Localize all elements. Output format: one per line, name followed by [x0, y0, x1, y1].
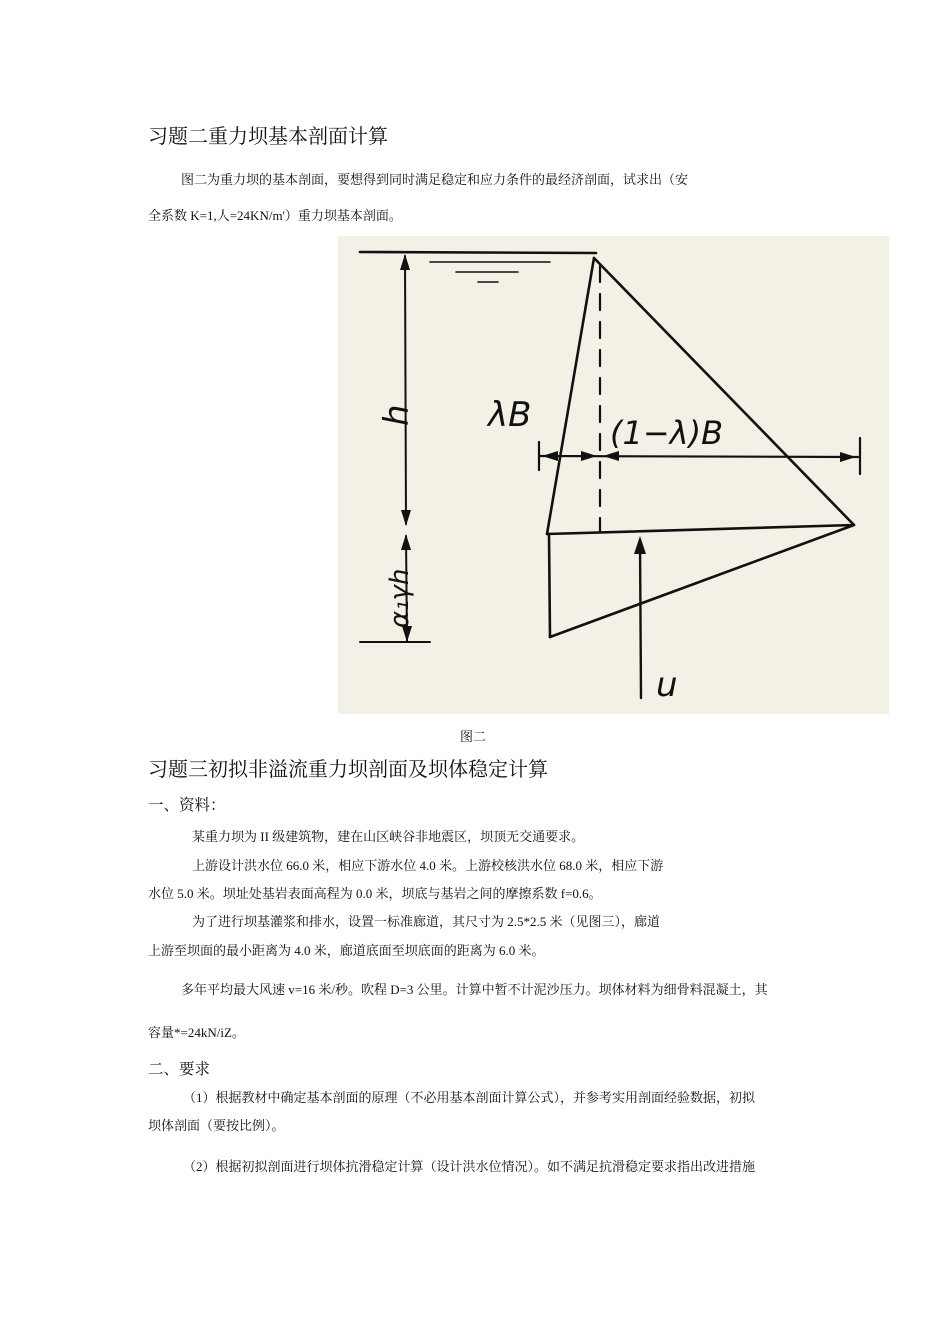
figure-caption: 图二: [460, 730, 487, 745]
dam-downstream-face: [594, 258, 854, 525]
s1-paragraph1: 某重力坝为 II 级建筑物，建在山区峡谷非地震区，坝顶无交通要求。: [192, 829, 585, 844]
rest-arrow-right: [840, 452, 856, 462]
water-surface-line: [360, 252, 596, 253]
section1-heading: 一、资料：: [148, 796, 226, 814]
s1-paragraph4-line1: 多年平均最大风速 v=16 米/秒。吹程 D=3 公里。计算中暂不计泥沙压力。坝体材料为细骨料混凝土，其: [181, 982, 768, 997]
lambdaB-arrow-right: [581, 451, 597, 461]
s1-paragraph2-line1: 上游设计洪水位 66.0 米，相应下游水位 4.0 米。上游校核洪水位 68.0 米，相应下游: [192, 858, 664, 873]
dam-section-figure: [338, 236, 889, 714]
h-arrow-top: [400, 254, 410, 270]
rest-arrow-left: [603, 451, 619, 461]
alpha-arrow-top: [401, 534, 411, 550]
uplift-hypotenuse: [550, 525, 854, 637]
label-lambda-b: λB: [488, 395, 532, 435]
uplift-arrow-head: [634, 536, 646, 554]
s1-paragraph2-line2: 水位 5.0 米。坝址处基岩表面高程为 0.0 米，坝底与基岩之间的摩擦系数 f=0.6。: [148, 886, 602, 901]
ex2-paragraph-line2: 全系数 K=1,人=24KN/m'）重力坝基本剖面。: [148, 208, 402, 223]
section2-heading: 二、要求: [148, 1060, 211, 1078]
label-alpha-gamma-h: α₁γh: [385, 568, 415, 628]
ex2-title: 习题二重力坝基本剖面计算: [148, 124, 388, 148]
label-one-minus-lambda-b: (1−λ)B: [610, 414, 724, 452]
label-h: h: [377, 404, 417, 426]
s1-paragraph4-line2: 容量*=24kN/iZ。: [148, 1025, 245, 1040]
dam-section-diagram: [338, 236, 889, 714]
s1-paragraph3-line2: 上游至坝面的最小距离为 4.0 米，廊道底面至坝底面的距离为 6.0 米。: [148, 943, 545, 958]
ex2-paragraph-line1: 图二为重力坝的基本剖面，要想得到同时满足稳定和应力条件的最经济剖面，试求出（安: [181, 172, 689, 187]
dam-base-line: [547, 525, 854, 534]
requirement1-line1: （1）根据教材中确定基本剖面的原理（不必用基本剖面计算公式），并参考实用剖面经验数据，初拟: [183, 1090, 756, 1105]
h-dimension-line: [405, 256, 406, 524]
requirement2-line1: （2）根据初拟剖面进行坝体抗滑稳定计算（设计洪水位情况）。如不满足抗滑稳定要求指出改进措施: [183, 1159, 756, 1174]
label-u: u: [656, 665, 678, 705]
lambdaB-arrow-left: [542, 451, 558, 461]
requirement1-line2: 坝体剖面（要按比例）。: [148, 1118, 285, 1133]
s1-paragraph3-line1: 为了进行坝基灌浆和排水，设置一标准廊道，其尺寸为 2.5*2.5 米（见图三），廊道: [192, 914, 661, 929]
h-arrow-bottom: [401, 510, 411, 526]
uplift-left-edge: [549, 534, 550, 637]
dam-upstream-face: [547, 258, 594, 534]
uplift-arrow-shaft: [640, 540, 641, 698]
ex3-title: 习题三初拟非溢流重力坝剖面及坝体稳定计算: [148, 757, 548, 781]
